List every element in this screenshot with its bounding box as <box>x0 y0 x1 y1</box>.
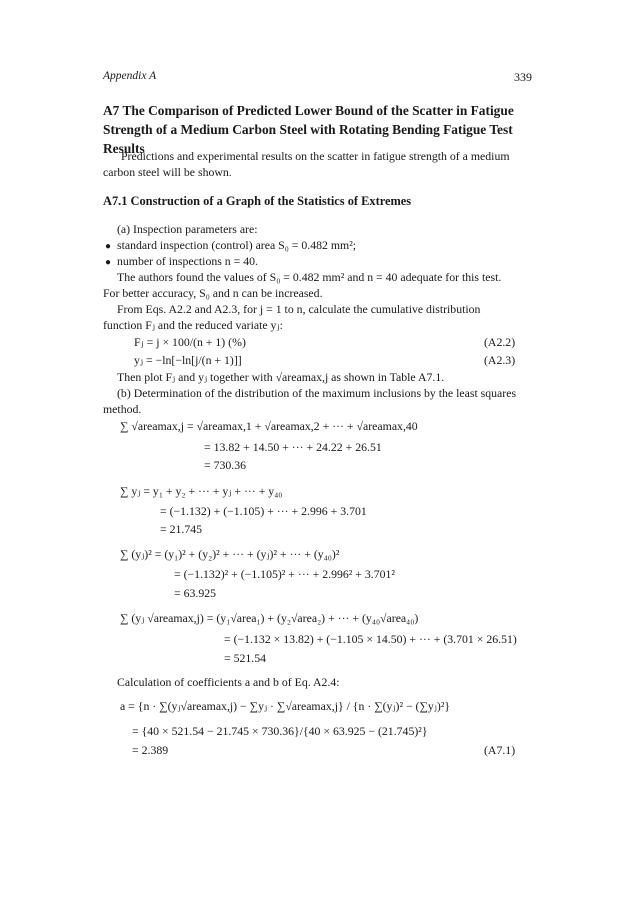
sum-y-sqrt-area-equation: ∑ (yⱼ √areamax,j) = (y₁√area₁) + (y₂√area₂) + ··· + (y₄₀√area₄₀) <box>120 611 419 625</box>
equation-label-a7-1: (A7.1) <box>484 743 516 757</box>
paragraph-b-heading: (b) Determination of the distribution of the maximum inclusions by the least squares <box>117 386 517 400</box>
equation-a2-2: Fⱼ = j × 100/(n + 1) (%) <box>134 335 246 349</box>
bullet-icon: ● <box>105 257 112 268</box>
paragraph-line: Then plot Fⱼ and yⱼ together with √areamax,j as shown in Table A7.1. <box>117 370 445 384</box>
equation-a2-3: yⱼ = −ln[−ln[j/(n + 1)]] <box>134 353 242 367</box>
sum-sqrt-area-equation: ∑ √areamax,j = √areamax,1 + √areamax,2 + ··· + √areamax,40 <box>120 419 418 433</box>
paragraph-line: function Fⱼ and the reduced variate yⱼ: <box>103 318 283 332</box>
subsection-heading: A7.1 Construction of a Graph of the Statistics of Extremes <box>103 194 412 208</box>
sum-sqrt-area-values: = 13.82 + 14.50 + ··· + 24.22 + 26.51 <box>204 440 382 454</box>
coefficient-a-result: = 2.389 <box>132 743 169 757</box>
sum-y-sqrt-area-values: = (−1.132 × 13.82) + (−1.105 × 14.50) + ··· + (3.701 × 26.51) <box>224 632 517 646</box>
intro-line-1: Predictions and experimental results on the scatter in fatigue strength of a medium <box>121 149 510 163</box>
sum-y-result: = 21.745 <box>160 522 203 536</box>
paragraph-line: method. <box>103 402 142 416</box>
sum-sqrt-area-result: = 730.36 <box>204 458 247 472</box>
paragraph-line: From Eqs. A2.2 and A2.3, for j = 1 to n, calculate the cumulative distribution <box>117 302 481 316</box>
equation-label-a2-2: (A2.2) <box>484 335 516 349</box>
coefficient-a-formula: a = {n · ∑(yⱼ√areamax,j) − ∑yⱼ · ∑√areamax,j} / {n · ∑(yⱼ)² − (∑yⱼ)²} <box>120 699 451 713</box>
intro-line-2: carbon steel will be shown. <box>103 165 232 179</box>
sum-y-equation: ∑ yⱼ = y₁ + y₂ + ··· + yⱼ + ··· + y₄₀ <box>120 484 283 498</box>
paragraph-line: For better accuracy, S₀ and n can be increased. <box>103 286 323 300</box>
sum-y-squared-result: = 63.925 <box>174 586 217 600</box>
coefficient-a-substitution: = {40 × 521.54 − 21.745 × 730.36}/{40 × 63.925 − (21.745)²} <box>132 724 428 738</box>
bullet-inspection-area: standard inspection (control) area S₀ = 0.482 mm²; <box>117 238 357 252</box>
sum-y-squared-equation: ∑ (yⱼ)² = (y₁)² + (y₂)² + ··· + (yⱼ)² + ··· + (y₄₀)² <box>120 547 340 561</box>
running-header: Appendix A <box>103 70 157 82</box>
paragraph-a-heading: (a) Inspection parameters are: <box>117 222 258 236</box>
sum-y-values: = (−1.132) + (−1.105) + ··· + 2.996 + 3.701 <box>160 504 367 518</box>
bullet-number-inspections: number of inspections n = 40. <box>117 254 258 268</box>
bullet-icon: ● <box>105 241 112 252</box>
page-number: 339 <box>514 70 532 84</box>
section-title: A7 The Comparison of Predicted Lower Bound of the Scatter in Fatigue Strength of a Medium Carbon Steel with Rotating Bending Fatigue Test Results <box>103 103 514 156</box>
sum-y-sqrt-area-result: = 521.54 <box>224 651 267 665</box>
calculation-heading: Calculation of coefficients a and b of Eq. A2.4: <box>117 675 340 689</box>
sum-y-squared-values: = (−1.132)² + (−1.105)² + ··· + 2.996² + 3.701² <box>174 567 395 581</box>
equation-label-a2-3: (A2.3) <box>484 353 516 367</box>
paragraph-line: The authors found the values of S₀ = 0.482 mm² and n = 40 adequate for this test. <box>117 270 502 284</box>
